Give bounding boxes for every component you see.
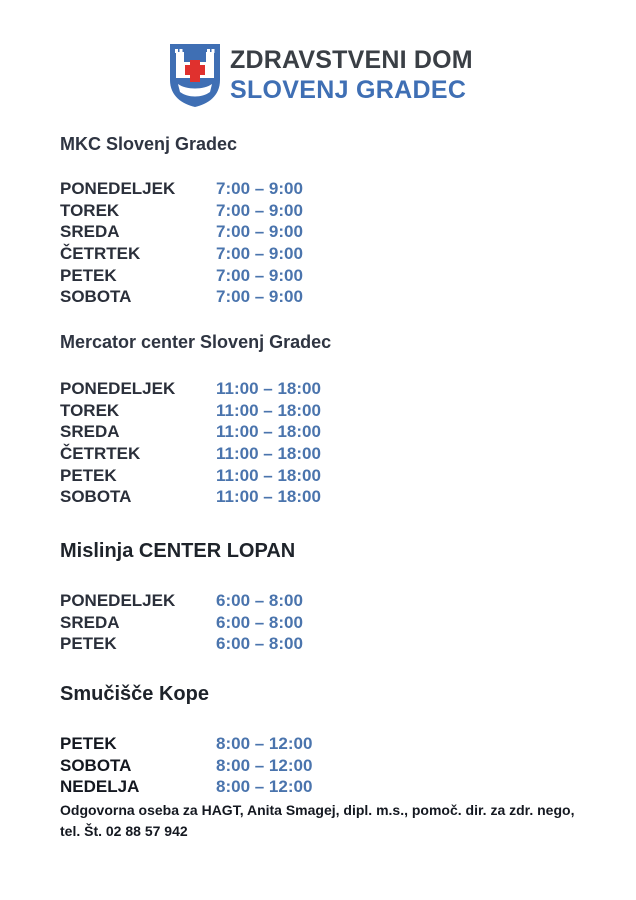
schedule-row — [60, 466, 331, 488]
section-mkc — [60, 134, 303, 309]
time-label: 8:00 – 12:00 — [216, 734, 313, 753]
time-label: 6:00 – 8:00 — [216, 634, 303, 654]
logo — [168, 42, 473, 114]
time-label: 7:00 – 9:00 — [216, 200, 303, 220]
schedule-row — [60, 422, 331, 444]
section-title: Mercator center Slovenj Gradec — [60, 332, 332, 352]
time-label: 8:00 – 12:00 — [216, 755, 313, 775]
logo-title-line1: ZDRAVSTVENI DOM — [230, 46, 473, 74]
section-mercator — [60, 332, 331, 509]
time-label: 7:00 – 9:00 — [216, 244, 303, 264]
schedule-row — [60, 222, 303, 244]
schedule-row — [60, 777, 313, 799]
schedule-row — [60, 487, 331, 509]
time-label: 11:00 – 18:00 — [216, 465, 321, 485]
schedule-row — [60, 401, 331, 423]
day-label: SREDA — [60, 422, 120, 442]
day-label: TOREK — [60, 200, 120, 220]
schedule-row — [60, 287, 303, 309]
day-label: TOREK — [60, 400, 120, 420]
section-title: Mislinja CENTER LOPAN — [60, 540, 296, 562]
day-label: PONEDELJEK — [60, 379, 176, 398]
logo-title-line2: SLOVENJ GRADEC — [230, 76, 467, 104]
schedule-row — [60, 200, 303, 223]
schedule-row — [60, 755, 313, 778]
day-label: ČETRTEK — [60, 444, 141, 464]
time-label: 7:00 – 9:00 — [216, 287, 303, 307]
time-label: 8:00 – 12:00 — [216, 777, 313, 797]
section-title: Smučišče Kope — [60, 683, 209, 705]
time-label: 11:00 – 18:00 — [216, 400, 321, 420]
schedule-row — [60, 444, 331, 466]
schedule-row — [60, 634, 303, 656]
day-label: ČETRTEK — [60, 244, 141, 264]
day-label: SOBOTA — [60, 287, 132, 307]
day-label: SREDA — [60, 612, 120, 632]
section-title: MKC Slovenj Gradec — [60, 134, 238, 154]
time-label: 6:00 – 8:00 — [216, 591, 303, 610]
footer-note: Odgovorna oseba za HAGT, Anita Smagej, dipl. m.s., pomoč. dir. za zdr. nego, tel. Št. 02 88 57 942 — [60, 802, 575, 839]
day-label: SOBOTA — [60, 487, 132, 507]
schedule-row — [60, 612, 303, 635]
day-label: PONEDELJEK — [60, 591, 176, 610]
day-label: PETEK — [60, 634, 117, 654]
time-label: 6:00 – 8:00 — [216, 612, 303, 632]
schedule-row — [60, 379, 331, 401]
day-label: NEDELJA — [60, 777, 140, 797]
day-label: PETEK — [60, 465, 117, 485]
day-label: SOBOTA — [60, 755, 132, 775]
time-label: 7:00 – 9:00 — [216, 179, 303, 198]
time-label: 11:00 – 18:00 — [216, 379, 321, 398]
schedule-row — [60, 591, 303, 613]
schedule-row — [60, 265, 303, 288]
schedule-row — [60, 734, 313, 756]
time-label: 11:00 – 18:00 — [216, 444, 321, 464]
schedule-row — [60, 244, 303, 266]
time-label: 7:00 – 9:00 — [216, 222, 303, 242]
day-label: PETEK — [60, 265, 117, 285]
day-label: PONEDELJEK — [60, 179, 176, 198]
time-label: 11:00 – 18:00 — [216, 422, 321, 442]
schedule-row — [60, 179, 303, 201]
coat-of-arms-icon — [168, 42, 222, 108]
time-label: 7:00 – 9:00 — [216, 265, 303, 285]
time-label: 11:00 – 18:00 — [216, 487, 321, 507]
section-mislinja — [60, 540, 303, 656]
section-kope — [60, 683, 313, 799]
day-label: PETEK — [60, 734, 117, 753]
day-label: SREDA — [60, 222, 120, 242]
